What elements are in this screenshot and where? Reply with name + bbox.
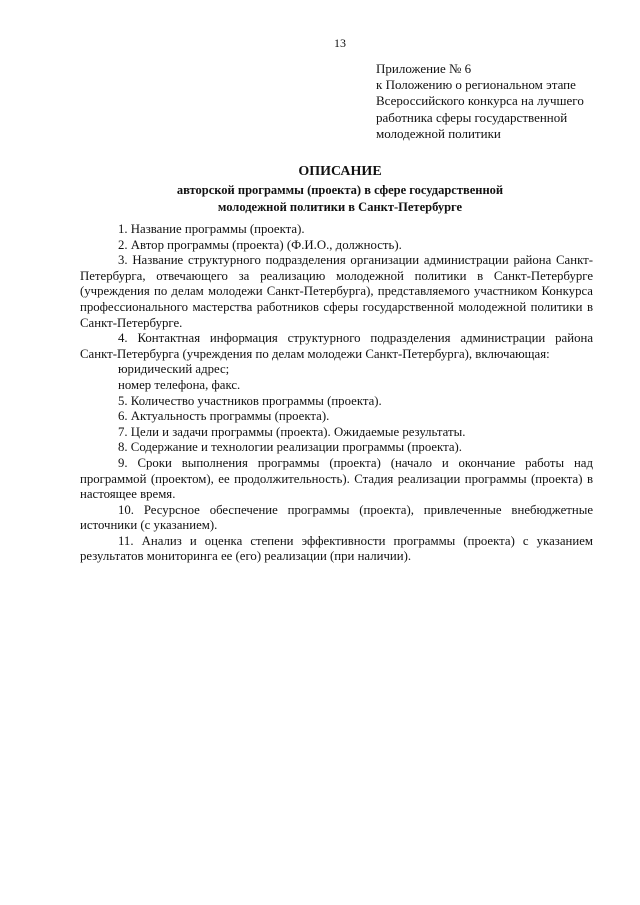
document-title [150, 163, 530, 215]
page-number: 13 [334, 36, 346, 50]
title-subtitle-line: молодежной политики в Санкт-Петербурге [217, 200, 463, 214]
appendix-line: работника сферы государственной [376, 109, 568, 125]
title-main: ОПИСАНИЕ [298, 164, 382, 179]
list-item: 6. Актуальность программы (проекта). [118, 409, 330, 424]
list-item: 7. Цели и задачи программы (проекта). Ожидаемые результаты. [118, 424, 466, 439]
list-item: 9. Сроки выполнения программы (проекта) (начало и окончание работы над программой (проектом), ее продолжительность). Стадия реализации программы (проекта) в настоящее время. [80, 455, 593, 502]
list-subitem: юридический адрес; [118, 362, 230, 377]
appendix-line: Всероссийского конкурса на лучшего [376, 93, 584, 109]
list-item: 1. Название программы (проекта). [118, 222, 305, 236]
list-item: 2. Автор программы (проекта) (Ф.И.О., должность). [118, 237, 402, 252]
list-item: 5. Количество участников программы (проекта). [118, 393, 382, 408]
appendix-line: к Положению о региональном этапе [376, 77, 576, 93]
appendix-line: молодежной политики [376, 125, 501, 141]
list-subitem: номер телефона, факс. [118, 377, 241, 392]
list-item: 3. Название структурного подразделения организации администрации района Санкт-Петербурга, отвечающего за реализацию молодежной политики в Санкт-Петербурге (учреждения по делам молодежи Санкт-Петербурга), представляемого участником Конкурса профессионального мастерства работников сферы государственной молодежной политики в Санкт-Петербурге. [80, 253, 593, 330]
appendix-line: Приложение № 6 [376, 61, 472, 76]
title-subtitle-line: авторской программы (проекта) в сфере государственной [176, 183, 504, 197]
appendix-note [376, 61, 584, 142]
list-item: 10. Ресурсное обеспечение программы (проекта), привлеченные внебюджетные источники (с указанием). [80, 502, 593, 533]
list-item: 4. Контактная информация структурного подразделения администрации района Санкт-Петербурга (учреждения по делам молодежи Санкт-Петербурга), включающая: [80, 331, 593, 361]
document-body [80, 222, 593, 565]
list-item: 8. Содержание и технологии реализации программы (проекта). [118, 440, 462, 455]
list-item: 11. Анализ и оценка степени эффективности программы (проекта) с указанием результатов мониторинга ее (его) реализации (при наличии). [80, 533, 593, 564]
